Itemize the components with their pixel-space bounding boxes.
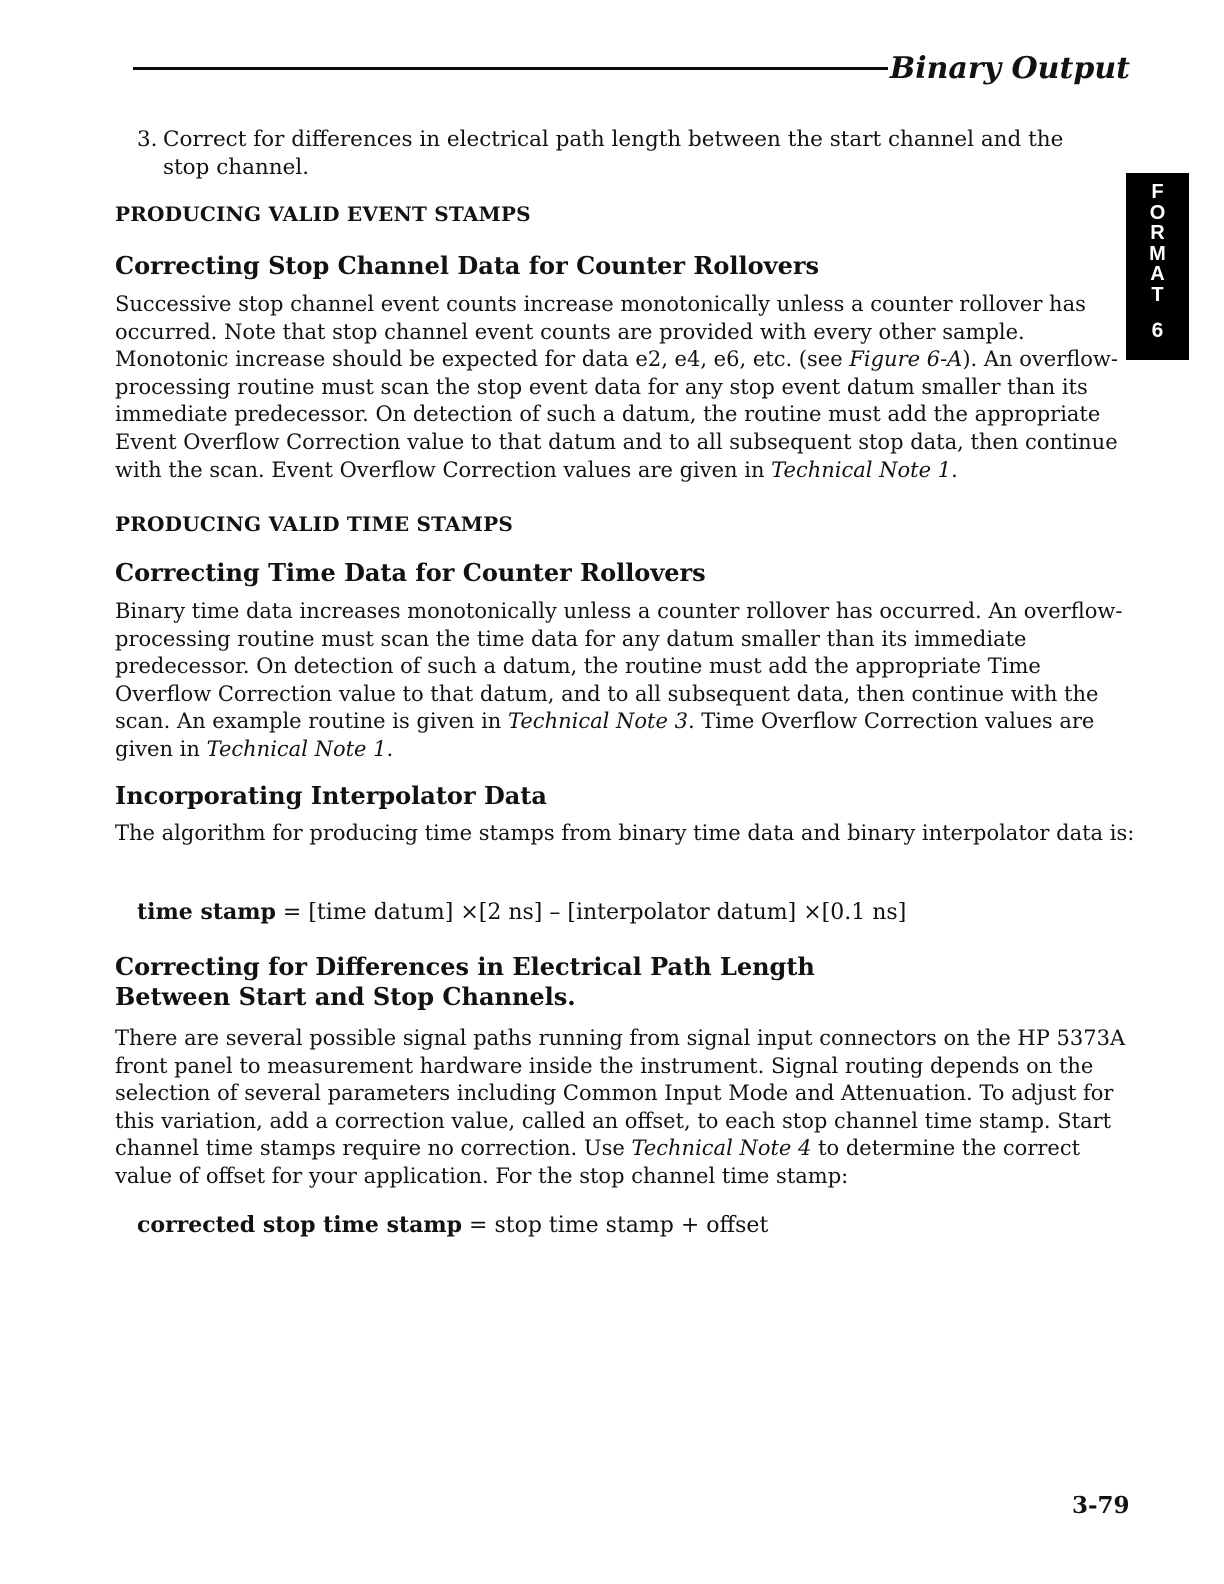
formula-time-stamp: time stamp = [time datum] ×[2 ns] – [interpolator datum] ×[0.1 ns]	[137, 899, 907, 925]
page-header	[133, 50, 1130, 86]
tab-letter: F	[1151, 181, 1164, 203]
step-number: 3.	[137, 127, 158, 152]
heading-time-data-rollovers: Correcting Time Data for Counter Rollovers	[115, 558, 706, 587]
heading-interpolator-data: Incorporating Interpolator Data	[115, 781, 547, 810]
tab-letter: O	[1149, 201, 1166, 224]
tab-number: 6	[1151, 319, 1164, 342]
numbered-step-3	[137, 126, 1102, 181]
heading-path-length-line1: Correcting for Differences in Electrical Path Length	[115, 952, 815, 981]
running-header-title: Binary Output	[889, 50, 1130, 86]
header-rule	[133, 67, 888, 70]
paragraph-signal-paths: There are several possible signal paths running from signal input connectors on the HP 5373A front panel to measurement hardware inside the instrument. Signal routing depends on the selection of several parameters including Common Input Mode and Attenuation. To adjust for this variation, add a correction value, called an offset, to each stop channel time stamp. Start channel time stamps require no correction. Use Technical Note 4 to determine the correct value of offset for your application. For the stop channel time stamp:	[115, 1026, 1126, 1188]
heading-path-length	[115, 952, 815, 1012]
tab-letter: A	[1150, 263, 1165, 285]
format-6-side-tab	[1126, 173, 1189, 360]
page-number: 3-79	[1072, 1492, 1130, 1519]
tab-letter: M	[1149, 242, 1166, 265]
formula-corrected-stop: corrected stop time stamp = stop time stamp + offset	[137, 1212, 769, 1238]
heading-path-length-line2: Between Start and Stop Channels.	[115, 982, 576, 1011]
heading-stop-channel-rollovers: Correcting Stop Channel Data for Counter Rollovers	[115, 251, 819, 280]
eyebrow-heading-event-stamps: PRODUCING VALID EVENT STAMPS	[115, 202, 531, 226]
step-text: Correct for differences in electrical path length between the start channel and the stop channel.	[163, 127, 1064, 180]
paragraph-event-rollovers: Successive stop channel event counts increase monotonically unless a counter rollover has occurred. Note that stop channel event counts are provided with every other sample. Monotonic increase should be expected for data e2, e4, e6, etc. (see Figure 6-A). An overflow-processing routine must scan the stop event data for any stop event datum smaller than its immediate predecessor. On detection of such a datum, the routine must add the appropriate Event Overflow Correction value to that datum and to all subsequent stop data, then continue with the scan. Event Overflow Correction values are given in Technical Note 1.	[115, 292, 1118, 482]
paragraph-interpolator: The algorithm for producing time stamps from binary time data and binary interpolator data is:	[115, 821, 1135, 845]
tab-letter: R	[1150, 222, 1165, 244]
eyebrow-heading-time-stamps: PRODUCING VALID TIME STAMPS	[115, 512, 514, 536]
tab-letter: T	[1151, 283, 1164, 306]
paragraph-time-rollovers: Binary time data increases monotonically unless a counter rollover has occurred. An overflow-processing routine must scan the time data for any datum smaller than its immediate predecessor. On detection of such a datum, the routine must add the appropriate Time Overflow Correction value to that datum, and to all subsequent data, then continue with the scan. An example routine is given in Technical Note 3. Time Overflow Correction values are given in Technical Note 1.	[115, 599, 1123, 761]
